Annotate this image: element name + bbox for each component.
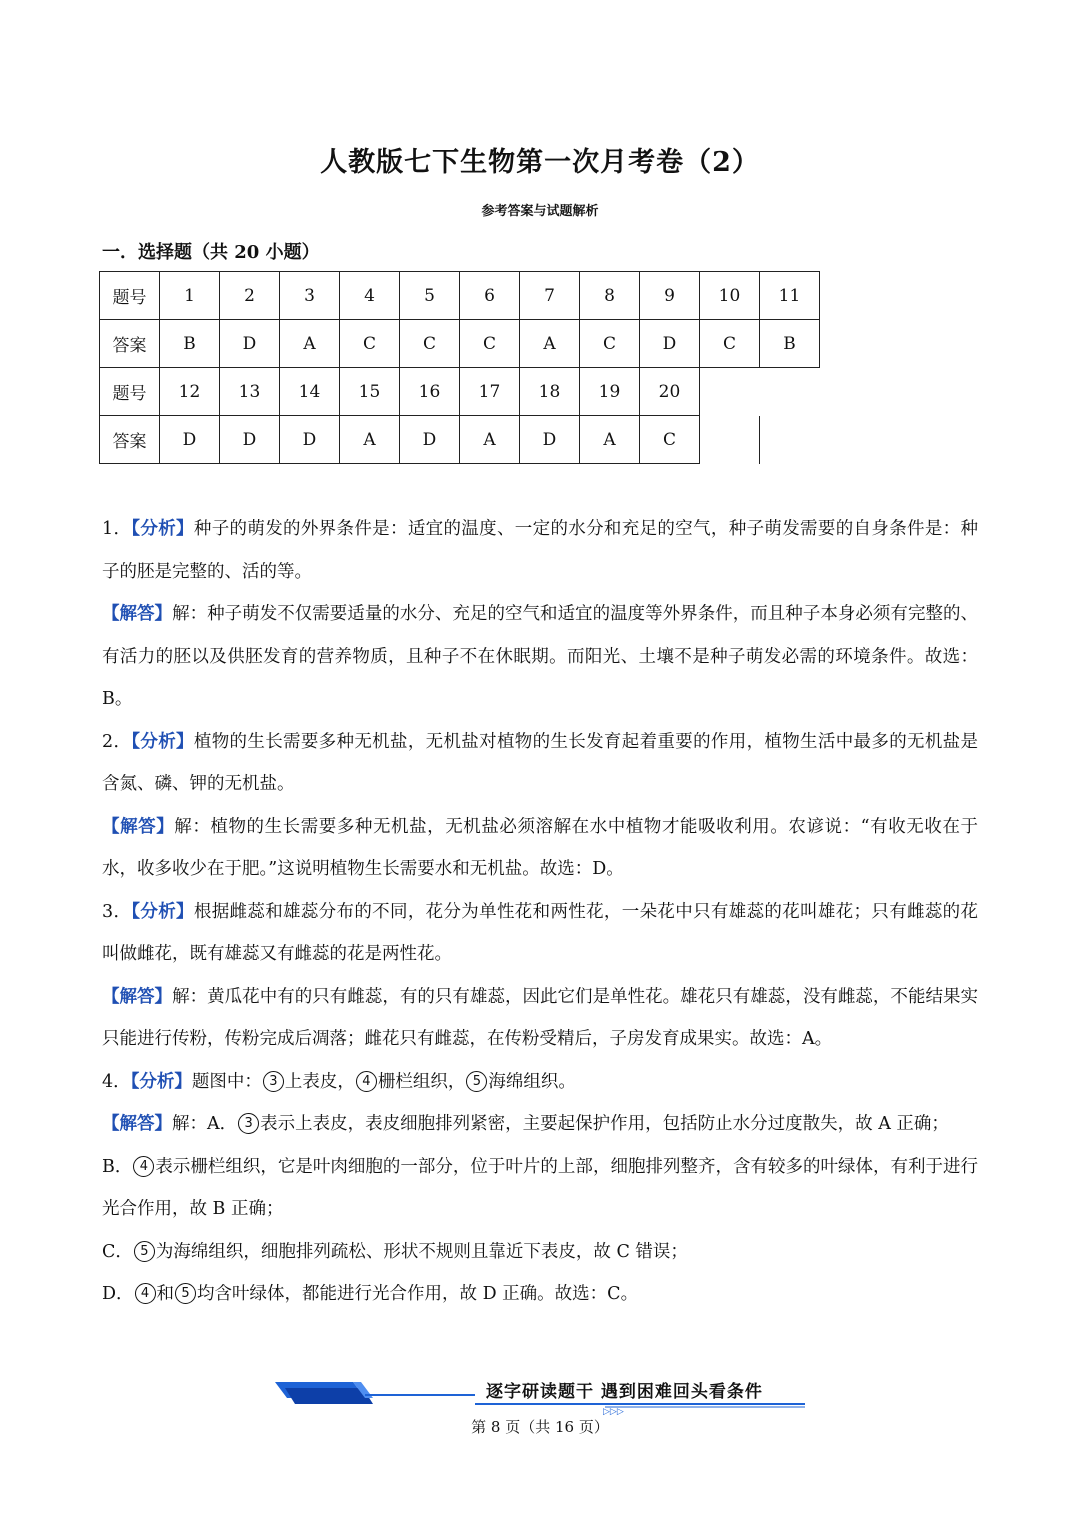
q2-analysis — [102, 721, 978, 806]
solution-text: 表示栅栏组织，它是叶肉细胞的一部分，位于叶片的上部，细胞排列整齐，含有较多的叶绿体，有利于进行光合作用，故 B 正确； — [102, 1156, 978, 1219]
solution-text: 和 — [156, 1284, 175, 1304]
q4-solution-a — [102, 1103, 978, 1146]
question-number: 16 — [400, 368, 460, 416]
q1-solution — [102, 593, 978, 721]
answer-cell: D — [520, 416, 580, 464]
answer-cell: C — [700, 320, 760, 368]
q4-solution-c — [102, 1231, 978, 1274]
answer-cell: C — [340, 320, 400, 368]
answer-cell: A — [340, 416, 400, 464]
solution-tag: 【解答】 — [102, 986, 173, 1007]
answer-cell: A — [580, 416, 640, 464]
question-number: 7 — [520, 272, 580, 320]
circled-number: 5 — [134, 1241, 155, 1262]
question-number: 20 — [640, 368, 700, 416]
answer-cell: C — [640, 416, 700, 464]
answer-cell: A — [520, 320, 580, 368]
analysis-text: 海绵组织。 — [488, 1071, 576, 1092]
answer-cell: D — [220, 320, 280, 368]
question-number: 11 — [760, 272, 820, 320]
empty-cell — [760, 368, 820, 416]
question-number: 3． — [102, 901, 132, 922]
circled-number: 4 — [135, 1283, 156, 1304]
q2-solution — [102, 806, 978, 891]
question-number: 9 — [640, 272, 700, 320]
q1-analysis — [102, 508, 978, 593]
answer-cell: D — [640, 320, 700, 368]
table-row — [100, 416, 820, 464]
question-number: 19 — [580, 368, 640, 416]
answer-table — [99, 271, 820, 464]
question-number: 8 — [580, 272, 640, 320]
table-row — [100, 320, 820, 368]
option-label: B． — [102, 1156, 133, 1177]
analysis-text: 植物的生长需要多种无机盐，无机盐对植物的生长发育起着重要的作用，植物生活中最多的无机盐是含氮、磷、钾的无机盐。 — [102, 731, 979, 794]
analysis-text: 题图中： — [191, 1071, 262, 1092]
answer-cell: D — [220, 416, 280, 464]
analysis-tag: 【分析】 — [131, 731, 194, 752]
solution-text: 解：A． — [172, 1114, 238, 1134]
question-number: 15 — [340, 368, 400, 416]
solution-text: 解：黄瓜花中有的只有雌蕊，有的只有雄蕊，因此它们是单性花。雄花只有雄蕊，没有雌蕊，不能结果实只能进行传粉，传粉完成后凋落；雌花只有雌蕊，在传粉受精后，子房发育成果实。故选：A。 — [102, 986, 979, 1049]
option-label: C． — [102, 1241, 133, 1262]
circled-number: 5 — [175, 1283, 196, 1304]
analysis-text: 上表皮， — [284, 1071, 355, 1092]
solution-text: 为海绵组织，细胞排列疏松、形状不规则且靠近下表皮，故 C 错误； — [155, 1241, 688, 1262]
question-number: 13 — [220, 368, 280, 416]
empty-cell — [760, 416, 820, 464]
answer-cell: D — [160, 416, 220, 464]
q3-analysis — [102, 891, 978, 976]
explanations — [102, 508, 978, 1316]
banner-arrows: ▷▷▷ — [603, 1407, 624, 1416]
question-number: 1． — [102, 519, 132, 539]
table-row — [100, 368, 820, 416]
question-number: 18 — [520, 368, 580, 416]
page-number: 第 8 页（共 16 页） — [471, 1418, 609, 1436]
solution-tag: 【解答】 — [102, 816, 175, 837]
analysis-tag: 【分析】 — [130, 1071, 192, 1092]
circled-number: 4 — [356, 1071, 377, 1092]
answer-cell: A — [280, 320, 340, 368]
page-title: 人教版七下生物第一次月考卷（2） — [320, 147, 760, 178]
q4-analysis — [102, 1061, 978, 1104]
answer-cell: C — [400, 320, 460, 368]
answer-cell: D — [280, 416, 340, 464]
footer-slogan: 逐字研读题干 遇到困难回头看条件 — [486, 1382, 763, 1402]
page-subtitle: 参考答案与试题解析 — [481, 204, 599, 219]
empty-cell — [700, 416, 760, 464]
question-number: 5 — [400, 272, 460, 320]
answer-cell: A — [460, 416, 520, 464]
solution-text: 均含叶绿体，都能进行光合作用，故 D 正确。故选：C。 — [197, 1284, 639, 1304]
row-label: 题号 — [100, 272, 160, 320]
solution-text: 表示上表皮，表皮细胞排列紧密，主要起保护作用，包括防止水分过度散失，故 A 正确； — [260, 1114, 949, 1134]
circled-number: 3 — [238, 1113, 259, 1134]
analysis-text: 种子的萌发的外界条件是：适宜的温度、一定的水分和充足的空气，种子萌发需要的自身条件是：种子的胚是完整的、活的等。 — [102, 519, 979, 582]
solution-tag: 【解答】 — [102, 604, 173, 624]
answer-cell: B — [760, 320, 820, 368]
table-row — [100, 272, 820, 320]
question-number: 4 — [340, 272, 400, 320]
solution-tag: 【解答】 — [102, 1114, 172, 1134]
q3-solution — [102, 976, 978, 1061]
question-number: 2． — [102, 731, 132, 752]
answer-cell: B — [160, 320, 220, 368]
question-number: 12 — [160, 368, 220, 416]
option-label: D． — [102, 1284, 134, 1304]
solution-text: 解：种子萌发不仅需要适量的水分、充足的空气和适宜的温度等外界条件，而且种子本身必须有完整的、有活力的胚以及供胚发育的营养物质，且种子不在休眠期。而阳光、土壤不是种子萌发必需的环境条件。故选：B。 — [102, 604, 979, 709]
circled-number: 5 — [466, 1071, 487, 1092]
question-number: 4． — [102, 1071, 131, 1092]
circled-number: 3 — [263, 1071, 284, 1092]
question-number: 17 — [460, 368, 520, 416]
row-label: 题号 — [100, 368, 160, 416]
solution-text: 解：植物的生长需要多种无机盐，无机盐必须溶解在水中植物才能吸收利用。农谚说：“有收无收在于水，收多收少在于肥。”这说明植物生长需要水和无机盐。故选：D。 — [102, 816, 979, 879]
question-number: 6 — [460, 272, 520, 320]
analysis-text: 栅栏组织， — [377, 1071, 466, 1092]
analysis-tag: 【分析】 — [131, 901, 194, 922]
analysis-tag: 【分析】 — [131, 519, 194, 539]
q4-solution-b — [102, 1146, 978, 1231]
question-number: 10 — [700, 272, 760, 320]
q4-solution-d — [102, 1273, 978, 1316]
question-number: 1 — [160, 272, 220, 320]
empty-cell — [700, 368, 760, 416]
answer-cell: C — [580, 320, 640, 368]
row-label: 答案 — [100, 416, 160, 464]
section-heading: 一．选择题（共 20 小题） — [102, 242, 320, 263]
row-label: 答案 — [100, 320, 160, 368]
question-number: 3 — [280, 272, 340, 320]
circled-number: 4 — [133, 1156, 154, 1177]
answer-cell: C — [460, 320, 520, 368]
analysis-text: 根据雌蕊和雄蕊分布的不同，花分为单性花和两性花，一朵花中只有雄蕊的花叫雄花；只有雌蕊的花叫做雌花，既有雄蕊又有雌蕊的花是两性花。 — [102, 901, 979, 964]
question-number: 14 — [280, 368, 340, 416]
answer-cell: D — [400, 416, 460, 464]
question-number: 2 — [220, 272, 280, 320]
